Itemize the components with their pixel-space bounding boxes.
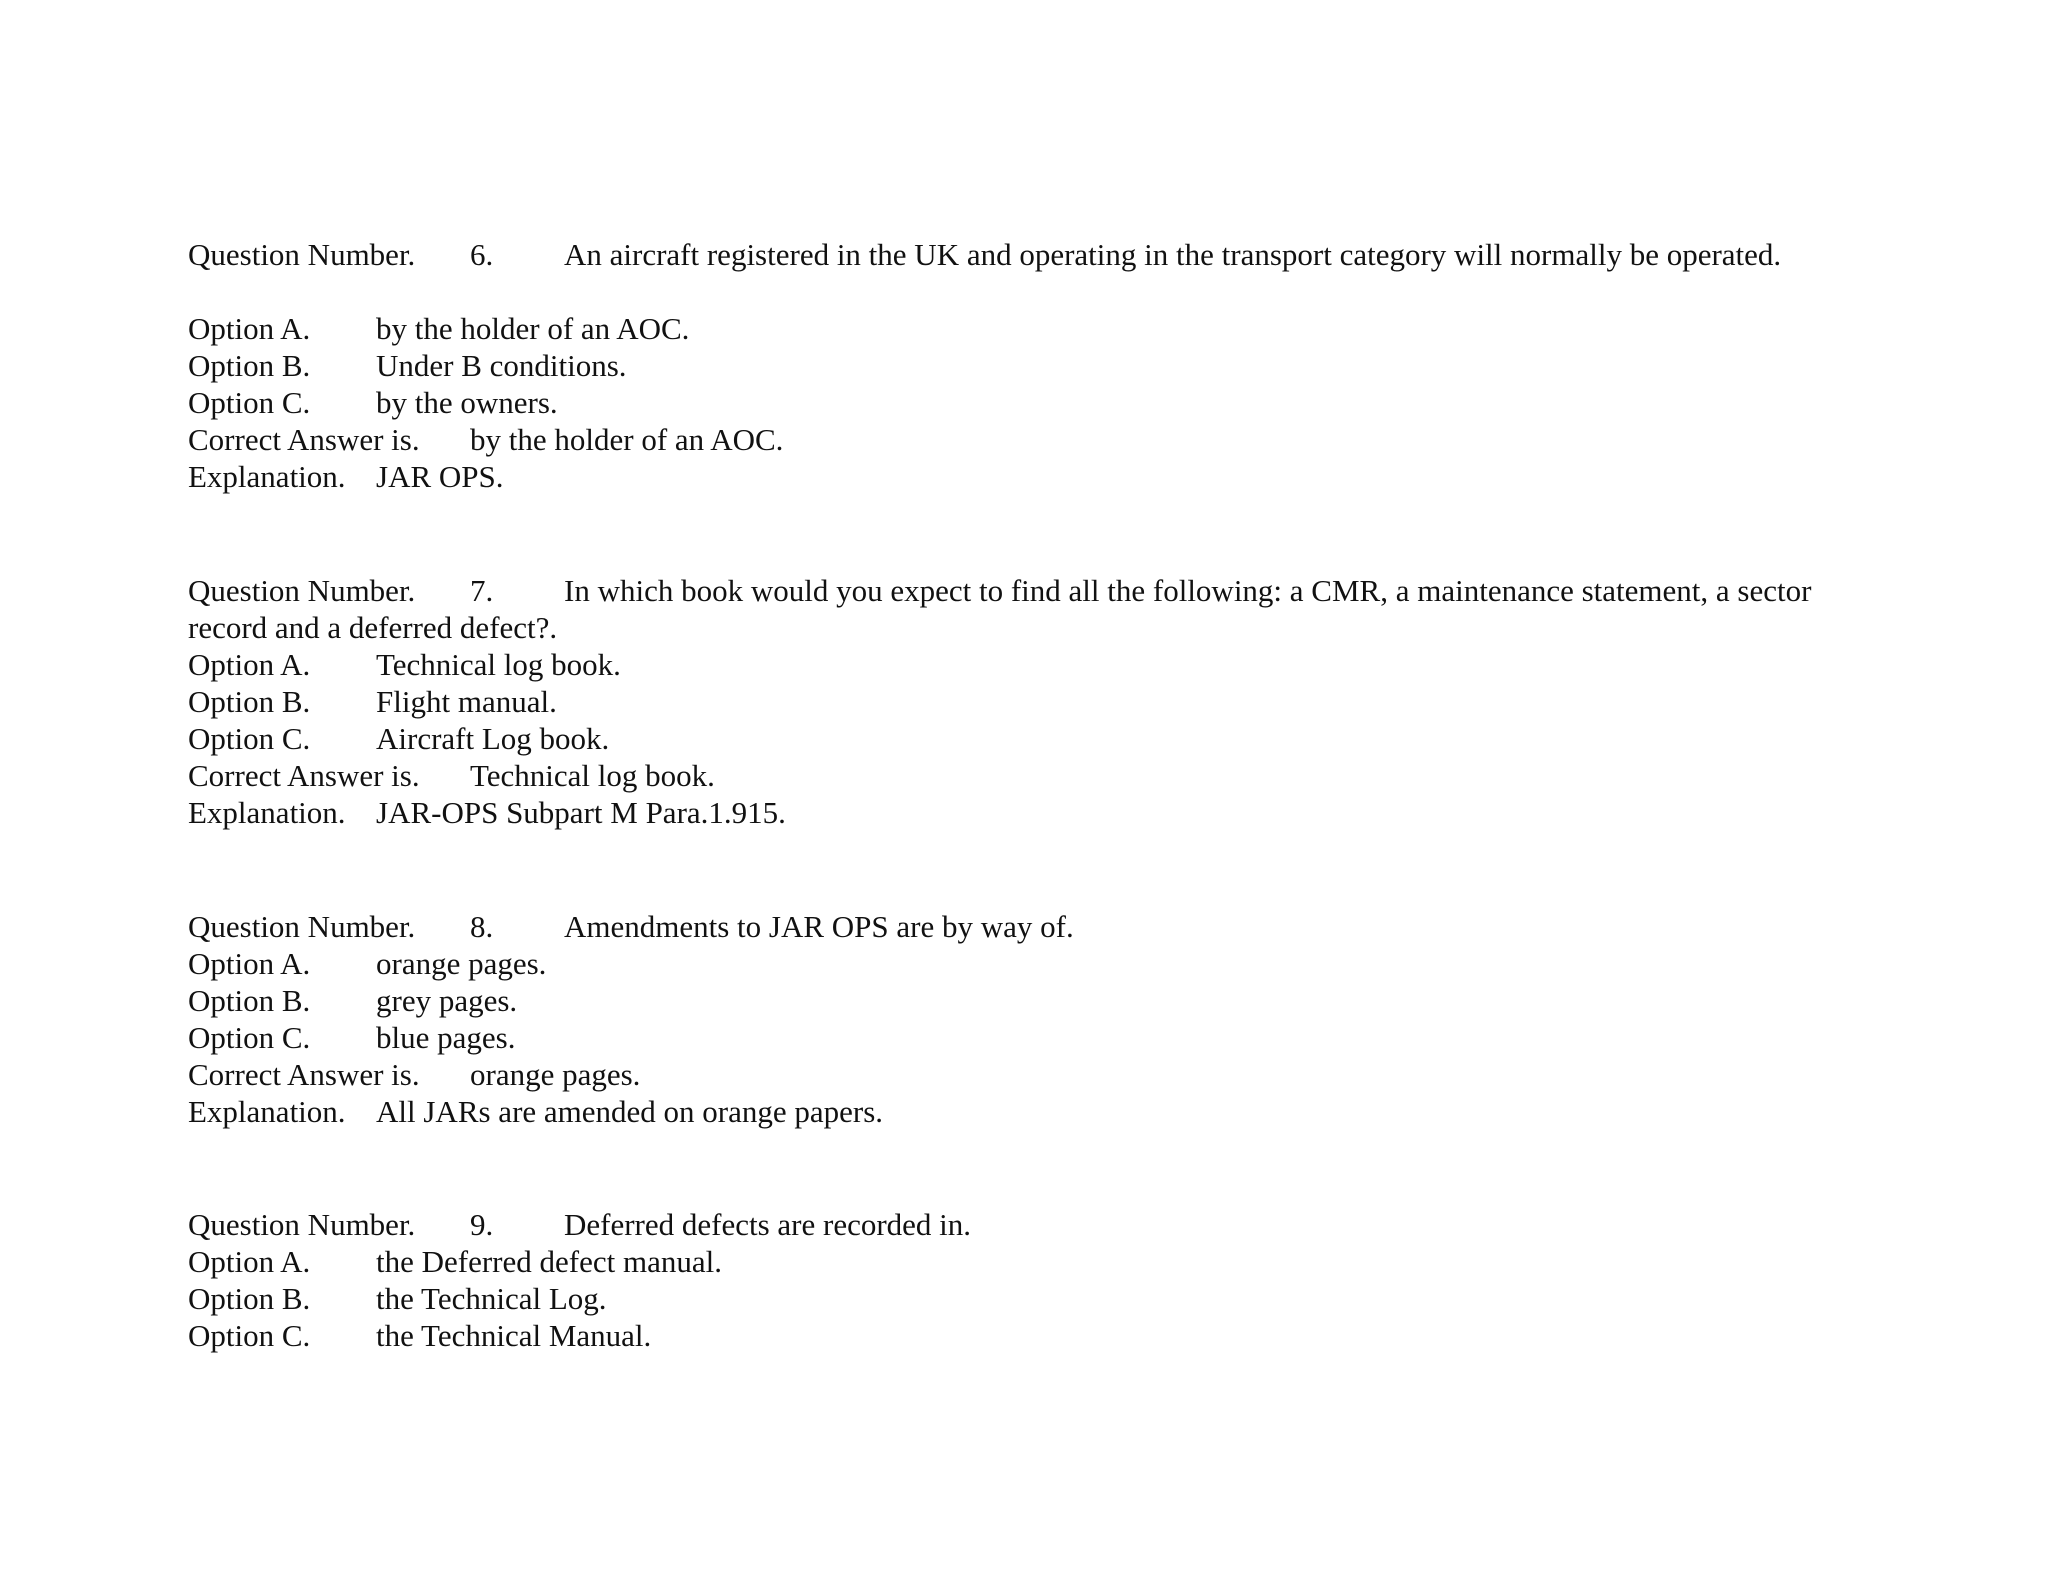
question-number: 8.: [470, 909, 494, 944]
explanation-text: All JARs are amended on orange papers.: [376, 1094, 884, 1129]
explanation-line: [188, 458, 1888, 495]
option-c-label: Option C.: [188, 1318, 311, 1353]
correct-answer-text: Technical log book.: [470, 758, 715, 793]
option-c-label: Option C.: [188, 721, 311, 756]
option-b-text: grey pages.: [376, 983, 518, 1018]
question-block-6: [188, 236, 1888, 495]
question-line: [188, 908, 1888, 945]
option-a-label: Option A.: [188, 946, 311, 981]
option-c-label: Option C.: [188, 385, 311, 420]
option-b-text: Under B conditions.: [376, 348, 627, 383]
correct-answer-line: [188, 421, 1888, 458]
question-number-label: Question Number.: [188, 237, 416, 272]
explanation-label: Explanation.: [188, 1094, 346, 1129]
question-block-7: [188, 572, 1888, 831]
question-number: 7.: [470, 573, 494, 608]
option-b-line: [188, 1280, 1888, 1317]
explanation-label: Explanation.: [188, 459, 346, 494]
option-a-line: [188, 1243, 1888, 1280]
option-b-text: Flight manual.: [376, 684, 557, 719]
correct-answer-line: [188, 757, 1888, 794]
option-a-label: Option A.: [188, 311, 311, 346]
option-c-text: Aircraft Log book.: [376, 721, 610, 756]
question-text: An aircraft registered in the UK and operating in the transport category will normally be operated.: [564, 237, 1782, 272]
option-b-line: [188, 347, 1888, 384]
explanation-label: Explanation.: [188, 795, 346, 830]
question-number: 6.: [470, 237, 494, 272]
question-block-8: [188, 908, 1888, 1130]
question-number-label: Question Number.: [188, 573, 416, 608]
option-b-line: [188, 683, 1888, 720]
option-a-text: the Deferred defect manual.: [376, 1244, 722, 1279]
question-text: Deferred defects are recorded in.: [564, 1207, 972, 1242]
option-b-label: Option B.: [188, 983, 311, 1018]
correct-answer-label: Correct Answer is.: [188, 422, 420, 457]
question-text: Amendments to JAR OPS are by way of.: [564, 909, 1074, 944]
option-b-text: the Technical Log.: [376, 1281, 607, 1316]
question-number-label: Question Number.: [188, 909, 416, 944]
explanation-text: JAR-OPS Subpart M Para.1.915.: [376, 795, 786, 830]
explanation-line: [188, 1093, 1888, 1130]
explanation-line: [188, 794, 1888, 831]
question-text: In which book would you expect to find all the following: a CMR, a maintenance statement, a sector record and a deferred defect?.: [188, 573, 1812, 645]
option-a-label: Option A.: [188, 647, 311, 682]
question-number-label: Question Number.: [188, 1207, 416, 1242]
correct-answer-text: orange pages.: [470, 1057, 641, 1092]
question-number: 9.: [470, 1207, 494, 1242]
question-line: [188, 572, 1888, 646]
option-c-line: [188, 384, 1888, 421]
option-a-label: Option A.: [188, 1244, 311, 1279]
option-a-line: [188, 646, 1888, 683]
option-a-text: orange pages.: [376, 946, 547, 981]
option-c-line: [188, 1019, 1888, 1056]
option-a-line: [188, 310, 1888, 347]
option-b-label: Option B.: [188, 1281, 311, 1316]
option-c-text: by the owners.: [376, 385, 558, 420]
option-c-line: [188, 1317, 1888, 1354]
option-a-text: by the holder of an AOC.: [376, 311, 690, 346]
option-c-line: [188, 720, 1888, 757]
correct-answer-text: by the holder of an AOC.: [470, 422, 784, 457]
option-c-text: the Technical Manual.: [376, 1318, 652, 1353]
explanation-text: JAR OPS.: [376, 459, 504, 494]
option-b-label: Option B.: [188, 684, 311, 719]
question-block-9: [188, 1206, 1888, 1354]
option-a-line: [188, 945, 1888, 982]
question-line: [188, 1206, 1888, 1243]
option-b-label: Option B.: [188, 348, 311, 383]
option-b-line: [188, 982, 1888, 1019]
correct-answer-label: Correct Answer is.: [188, 1057, 420, 1092]
option-c-label: Option C.: [188, 1020, 311, 1055]
correct-answer-line: [188, 1056, 1888, 1093]
option-c-text: blue pages.: [376, 1020, 516, 1055]
question-line: [188, 236, 1888, 273]
option-a-text: Technical log book.: [376, 647, 621, 682]
correct-answer-label: Correct Answer is.: [188, 758, 420, 793]
